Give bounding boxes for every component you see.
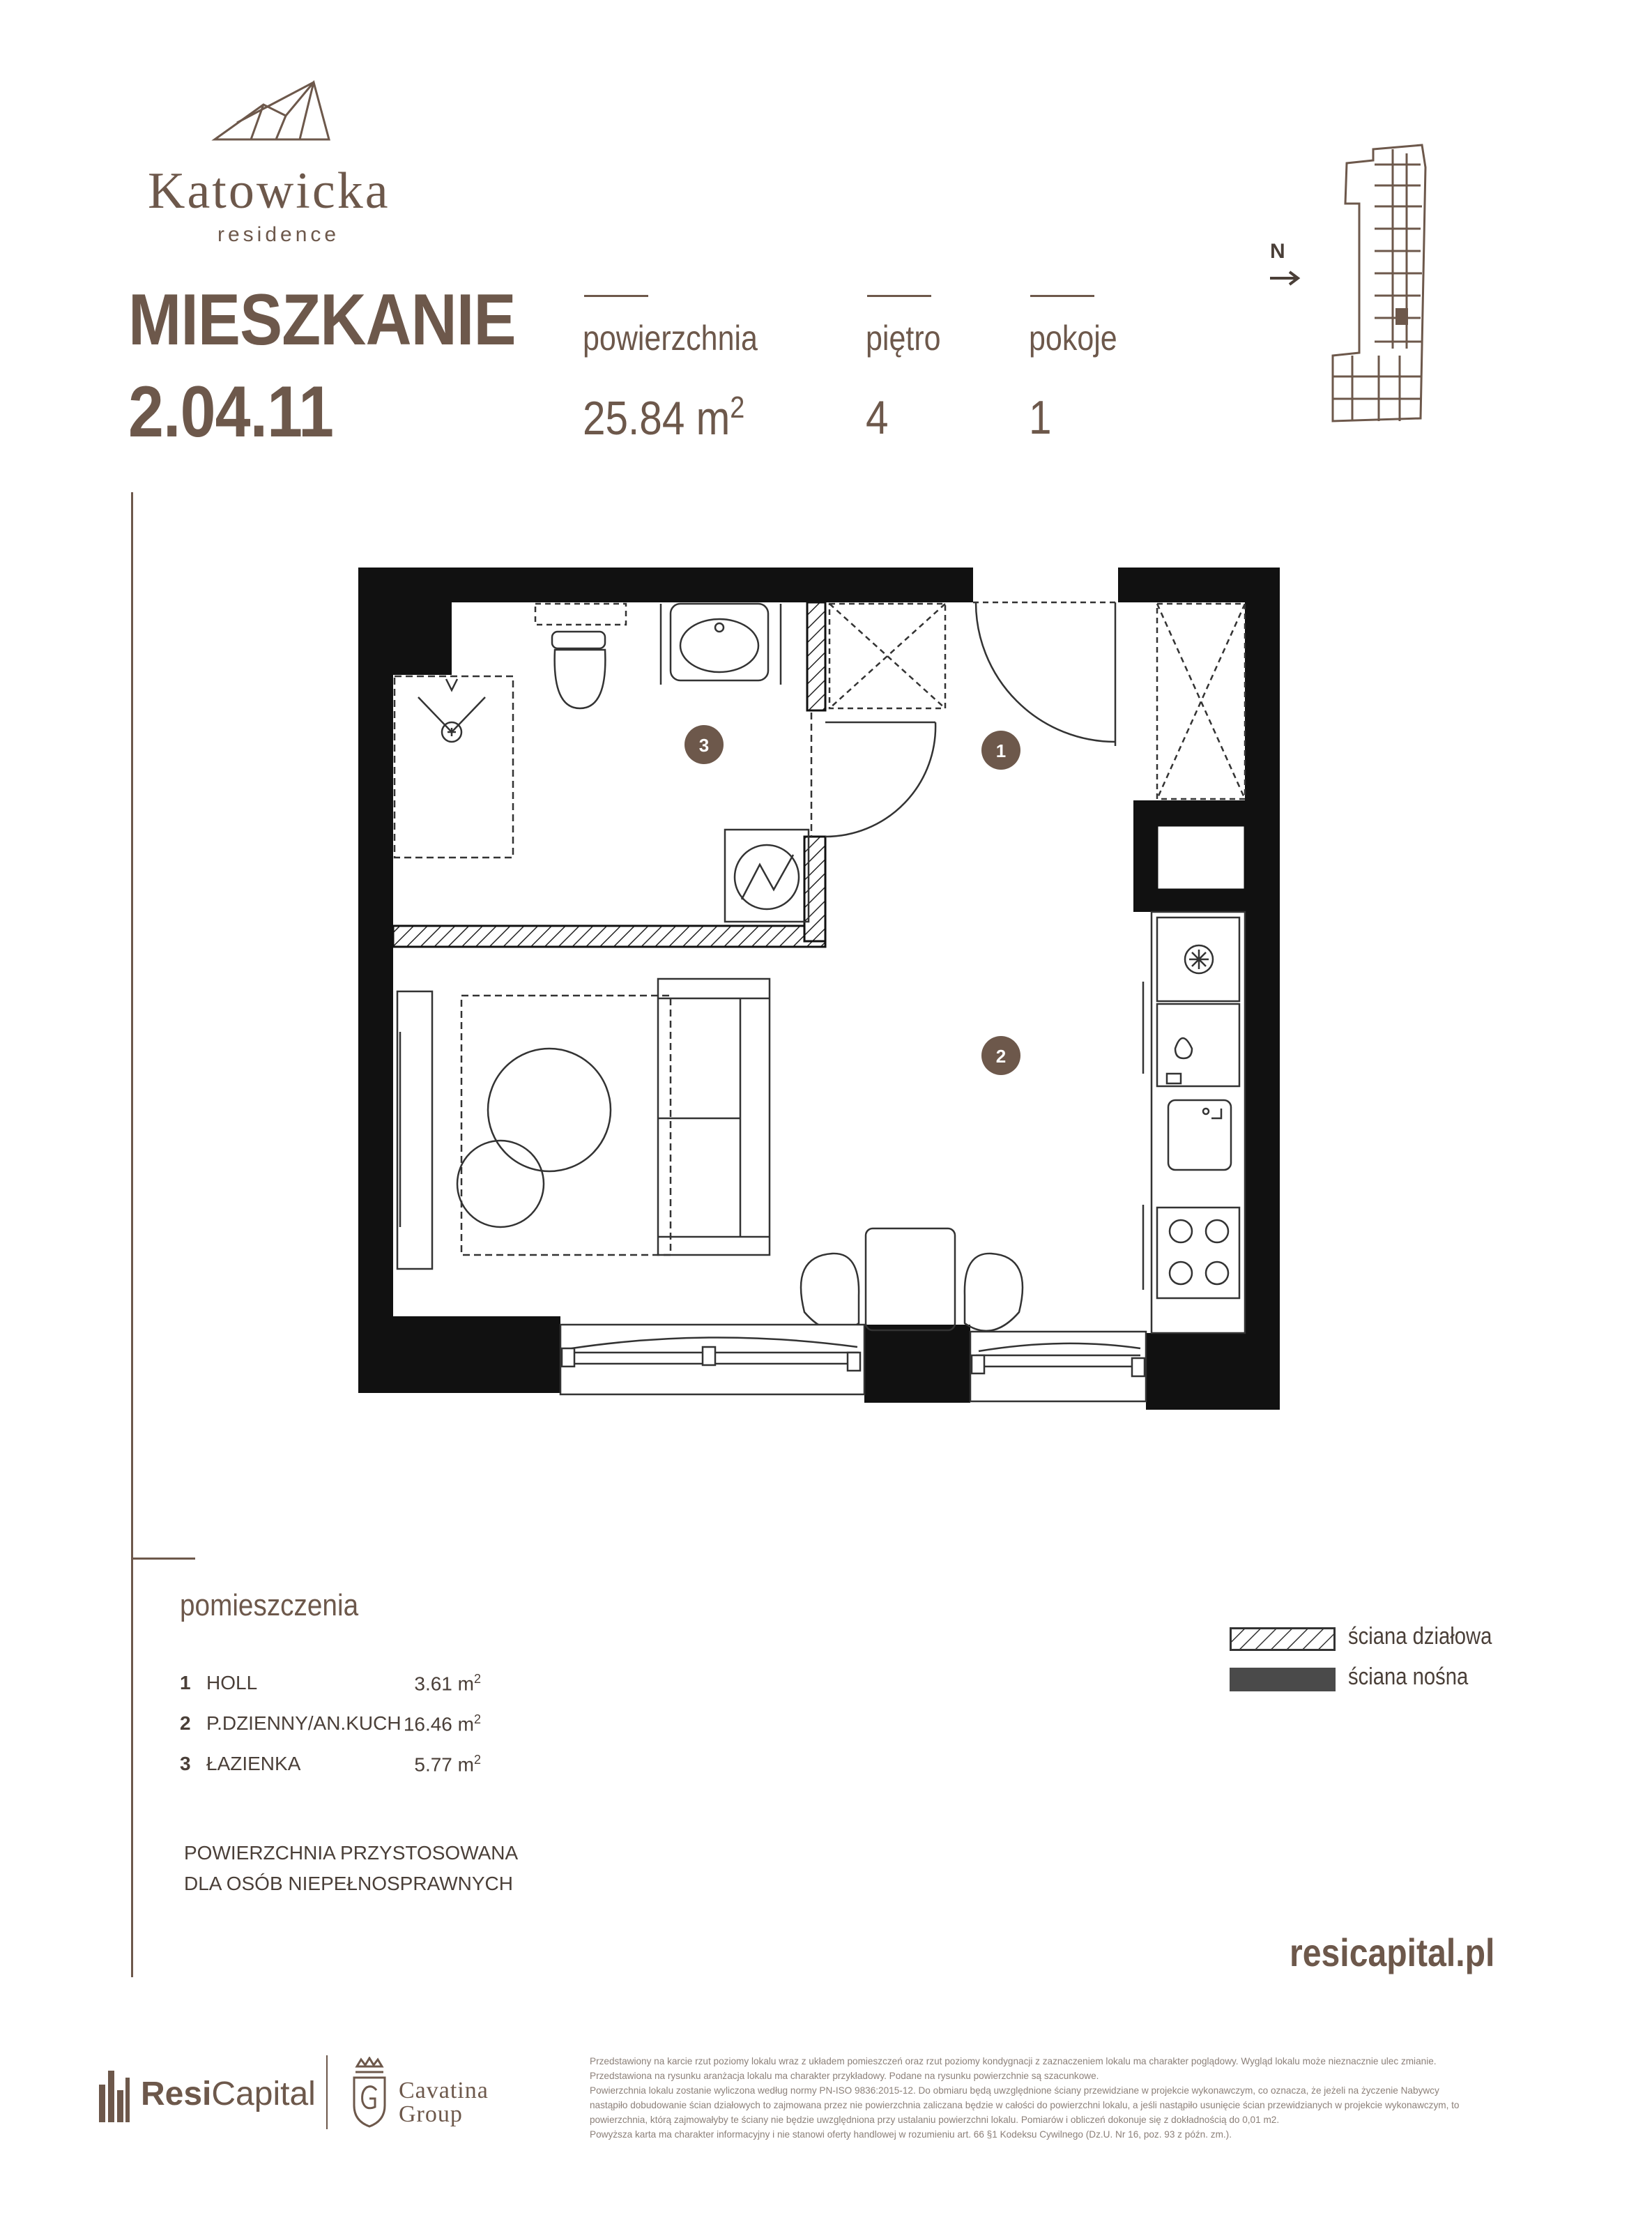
highlighted-apartment — [1395, 308, 1408, 325]
disclaimer-line: Powyższa karta ma charakter informacyjny i nie stanowi oferty handlowej w rozumieniu art. 66 §1 Kodeksu Cywilnego (Dz.U. Nr 16, poz. 93 z późn. zm.). — [590, 2129, 1232, 2140]
resicapital-logo-text-a: Resi — [141, 2076, 212, 2112]
page-title: MIESZKANIE — [128, 280, 516, 360]
room-marker-1: 1 — [995, 740, 1007, 761]
stat-label-floor: piętro — [866, 319, 941, 358]
accessibility-note-line2: DLA OSÓB NIEPEŁNOSPRAWNYCH — [184, 1873, 513, 1894]
stat-value-floor: 4 — [866, 391, 889, 444]
website-link[interactable]: resicapital.pl — [1290, 1931, 1495, 1974]
disclaimer-line: Powierzchnia lokalu zostanie wyliczona według normy PN-ISO 9836:2015-12. Do obmiaru będą uwzględnione ściany przewidziane w projekcie wykonawczym, co oznacza, że jeżeli na życzenie Nabywcy nastąpiło dobudowanie ścian działowych to zajmowana przez nie powierzchnia zaliczana będzie w całości do powierzchni lokalu, a jeśli nastąpiło usunięcie ścian przewidzianych w projekcie wykonawczym, to powierzchnia, którą zajmowałyby te ściany nie będzie uwzględniona przy ustalaniu powierzchni lokalu. Pomiarów i obliczeń dokonuje się z dokładnością do 0,01 m2. — [590, 2085, 1460, 2125]
room-area: 5.77 $m^2$ — [414, 1753, 481, 1776]
stat-divider — [867, 295, 931, 297]
stat-divider — [584, 295, 648, 297]
accessibility-note — [184, 1838, 518, 1899]
left-rule — [131, 492, 133, 1977]
room-markers — [684, 725, 1020, 1075]
brand-name: Katowicka — [148, 162, 390, 220]
disclaimer-line: Przedstawiona na rysunku aranżacja lokalu ma charakter przykładowy. Podane na rysunku powierzchnie są szacunkowe. — [590, 2071, 1099, 2081]
room-row — [180, 1753, 481, 1776]
room-name: P.DZIENNY/AN.KUCH — [206, 1712, 401, 1734]
room-number: 3 — [180, 1753, 191, 1774]
brand-subtitle: residence — [217, 223, 340, 246]
section-divider — [131, 1558, 195, 1560]
cavatina-line2: Group — [399, 2101, 463, 2127]
building-key-plan — [1324, 139, 1436, 425]
legal-disclaimer — [590, 2054, 1475, 2142]
stat-label-rooms: pokoje — [1029, 319, 1117, 358]
mountain-logo-icon — [209, 77, 335, 143]
stat-divider — [1030, 295, 1094, 297]
compass-letter: N — [1270, 240, 1285, 263]
rooms-title: pomieszczenia — [180, 1588, 359, 1622]
legend-bearing-label: ściana nośna — [1348, 1663, 1469, 1690]
stat-value-rooms: 1 — [1029, 391, 1052, 444]
floor-plan — [349, 558, 1297, 1429]
apartment-number: 2.04.11 — [128, 372, 334, 452]
cavatina-line1: Cavatina — [399, 2078, 489, 2103]
room-name: ŁAZIENKA — [206, 1753, 301, 1774]
legend-partition-label: ściana działowa — [1348, 1623, 1492, 1650]
room-area: 3.61 $m^2$ — [414, 1672, 481, 1695]
disclaimer-line: Przedstawiony na karcie rzut poziomy lokalu wraz z układem pomieszczeń oraz rzut poziomy kondygnacji z zaznaczeniem lokalu ma charakter poglądowy. Wygląd lokalu może nieznacznie ulec zmianie. — [590, 2056, 1437, 2066]
room-marker-3: 3 — [698, 735, 710, 756]
stat-value-area: 25.84 $m^2$ — [583, 390, 745, 445]
room-area: 16.46 $m^2$ — [403, 1712, 481, 1735]
resicapital-logo-text-b: Capital — [211, 2076, 316, 2112]
cavatina-crest-icon — [349, 2057, 390, 2129]
room-number: 2 — [180, 1712, 191, 1734]
room-number: 1 — [180, 1672, 191, 1693]
room-row — [180, 1712, 481, 1736]
partition-wall-swatch — [1230, 1627, 1336, 1651]
stat-label-area: powierzchnia — [583, 319, 758, 358]
room-name: HOLL — [206, 1672, 258, 1693]
room-row — [180, 1672, 481, 1696]
accessibility-note-line1: POWIERZCHNIA PRZYSTOSOWANA — [184, 1842, 519, 1864]
north-arrow-icon — [1269, 268, 1303, 289]
room-marker-2: 2 — [995, 1046, 1007, 1067]
cavatina-logo-text — [399, 2079, 489, 2126]
footer-divider — [326, 2055, 328, 2129]
bearing-wall-swatch — [1230, 1668, 1336, 1691]
resicapital-bars-icon — [98, 2065, 132, 2124]
